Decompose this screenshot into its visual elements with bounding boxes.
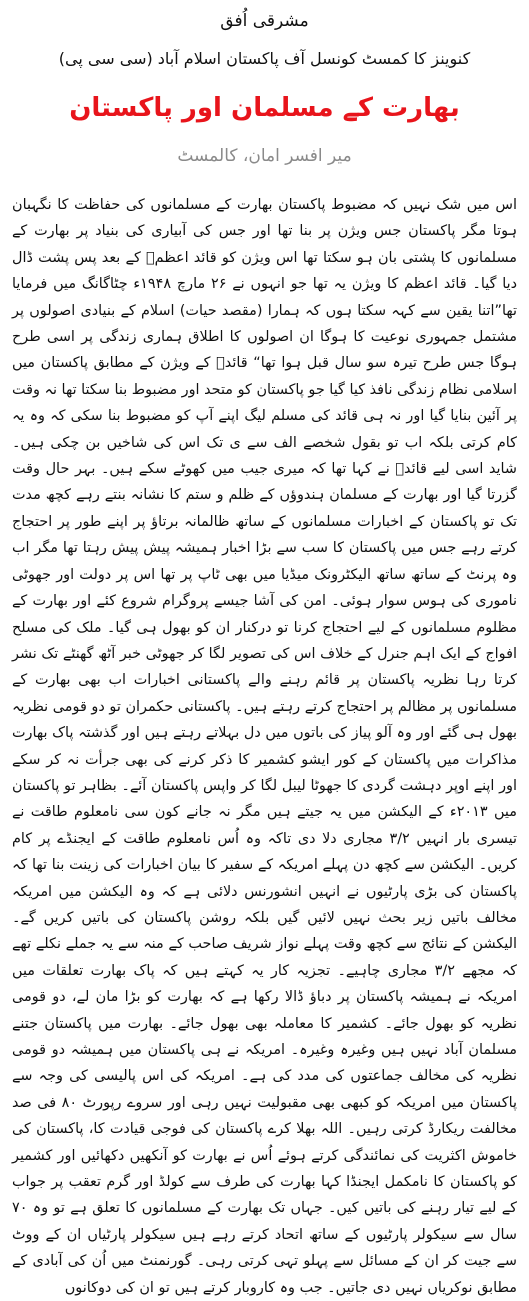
article-title: بھارت کے مسلمان اور پاکستان	[69, 93, 460, 123]
article-body: اس میں شک نہیں کہ مضبوط پاکستان بھارت کے مسلمانوں کی حفاظت کا نگہبان ہوتا مگر پاکستان جس ویژن پر بنا تھا اور جس کی آبیاری کی بنیاد پر بھارت کے مسلمانوں کا پشتی بان ہو سکتا تھا اس ویژن کو قائد اعظمؒ کے بعد پس پشت ڈال دیا گیا۔ قائد اعظم کا ویژن یہ تھا جو انہوں نے ۲۶ مارچ ۱۹۴۸ء چٹاگانگ میں فرمایا تھا”اتنا یقین سے کہہ سکتا ہوں کہ ہمارا (مقصد حیات) اسلام کے بنیادی اصولوں پر مشتمل جمہوری نوعیت کا ہوگا ان اصولوں کا اطلاق ہماری زندگی پر اسی طرح ہوگا جس طرح تیرہ سو سال قبل ہوا تھا“ قائدؒ کے ویژن کے مطابق پاکستان میں اسلامی نظام زندگی نافذ کیا گیا جو پاکستان کو متحد اور مضبوط بنا سکتا تھا نہ وقت پر آئین بنایا گیا اور نہ ہی قائد کی مسلم لیگ اپنے آپ کو مضبوط بنا سکی کہ وہ یہ کام کرتی بلکہ اب تو بقول شخصے الف سے ی تک اس کی شاخیں بن چکی ہیں۔ شاید اسی لیے قائدؒ نے کہا تھا کہ میری جیب میں کھوٹے سکے ہیں۔ بہر حال وقت گزرتا گیا اور بھارت کے مسلمان ہندوؤں کے ظلم و ستم کا نشانہ بنتے رہے کچھ مدت تک تو پاکستان کے اخبارات مسلمانوں کے ساتھ ظالمانہ برتاؤ پر اپنے طور پر احتجاج کرتے رہے جس میں پاکستان کا سب سے بڑا اخبار ہمیشہ پیش پیش رہتا تھا مگر اب وہ پرنٹ کے ساتھ ساتھ الیکٹرونک میڈیا میں بھی ٹاپ پر تھا اس پر دولت اور جھوٹی ناموری کی ہوس سوار ہوئی۔ امن کی آشا جیسے پروگرام شروع کئے اور بھارت کے مظلوم مسلمانوں کے لیے احتجاج کرنا تو درکنار ان کو بھول ہی گیا۔ ملک کی مسلح افواج کے ایک اہم جنرل کے خلاف اس کی تصویر لگا کر جھوٹی خبر آٹھ گھنٹے تک نشر کرتا رہا نظریہ پاکستان پر قائم رہنے والے پاکستانی اخبارات اب بھی بھارت کے مسلمانوں پر مظالم پر احتجاج کرتے رہتے ہیں۔ پاکستانی حکمران تو دو قومی نظریہ بھول ہی گئے اور وہ آلو پیاز کی باتوں میں دل بہلاتے رہتے ہیں اور گذشتہ پاک بھارت مذاکرات میں پاکستان کے کور ایشو کشمیر کا ذکر کرنے کی بھی جرأت نہ کر سکے اور اپنے اوپر دہشت گردی کا جھوٹا لیبل لگا کر واپس پاکستان آئے۔ بظاہر تو پاکستان میں ۲۰۱۳ء کے الیکشن میں یہ جیتے ہیں مگر نہ جانے کون سی نامعلوم طاقت نے تیسری بار انہیں ۳/۲ مجاری دلا دی تاکہ وہ اُس نامعلوم طاقت کے ایجنڈے پر کام کریں۔ الیکشن سے کچھ دن پہلے امریکہ کے سفیر کا بیان اخبارات کی زینت بنا تھا کہ پاکستان کی بڑی پارٹیوں نے انہیں انشورنس دلائی ہے کہ وہ الیکشن میں امریکہ مخالف باتیں زیر بحث نہیں لائیں گیں بلکہ روشن پاکستان کی باتیں کریں گے۔ الیکشن کے نتائج سے کچھ وقت پہلے نواز شریف صاحب کے منہ سے یہ جملے نکلے تھے کہ مجھے ۳/۲ مجاری چاہیے۔ تجزیہ کار یہ کہتے ہیں کہ پاک بھارت تعلقات میں امریکہ نے ہمیشہ پاکستان پر دباؤ ڈالا رکھا ہے کہ بھارت کو بڑا مان لے، دو قومی نظریہ کو بھول جائے۔ کشمیر کا معاملہ بھی بھول جائے۔ بھارت میں پاکستان جتنے مسلمان آباد نہیں ہیں وغیرہ وغیرہ۔ امریکہ نے ہی پاکستان میں ہمیشہ دو قومی نظریہ کی مخالف جماعتوں کی مدد کی ہے۔ امریکہ کی اس پالیسی کی وجہ سے پاکستان میں امریکہ کو کبھی بھی مقبولیت نہیں رہی اور سروے رپورٹ ۸۰ فی صد مخالفت ریکارڈ کرتی رہیں۔ اللہ بھلا کرے پاکستان کی فوجی قیادت کا، پاکستان کی خاموش اکثریت کی نمائندگی کرتے ہوئے اُس نے بھارت کو آنکھیں دکھائیں اور کشمیر کو پاکستان کا نامکمل ایجنڈا کہا بھارت کی طرف سے کولڈ اور گرم تعقب پر جواب کے لیے تیار رہنے کی باتیں کیں۔ جہاں تک بھارت کے مسلمانوں کا تعلق ہے تو وہ ۷۰ سال سے سیکولر پارٹیوں کے ساتھ اتحاد کرتے رہے ہیں سیکولر پارٹیاں ان کے ووٹ سے جیت کر ان کے مسائل سے پہلو تہی کرتی رہی۔ گورنمنٹ میں اُن کی آبادی کے مطابق نوکریاں نہیں دی جاتیں۔ جب وہ کاروبار کرتے ہیں تو ان کی دوکانوں	[12, 197, 518, 1296]
author-description: کنوینز کا کمسٹ کونسل آف پاکستان اسلام آباد (سی سی پی)	[58, 49, 471, 68]
column-series-name: مشرقی اُفق	[220, 11, 309, 31]
author-byline: میر افسر امان، کالمسٹ	[177, 146, 352, 166]
